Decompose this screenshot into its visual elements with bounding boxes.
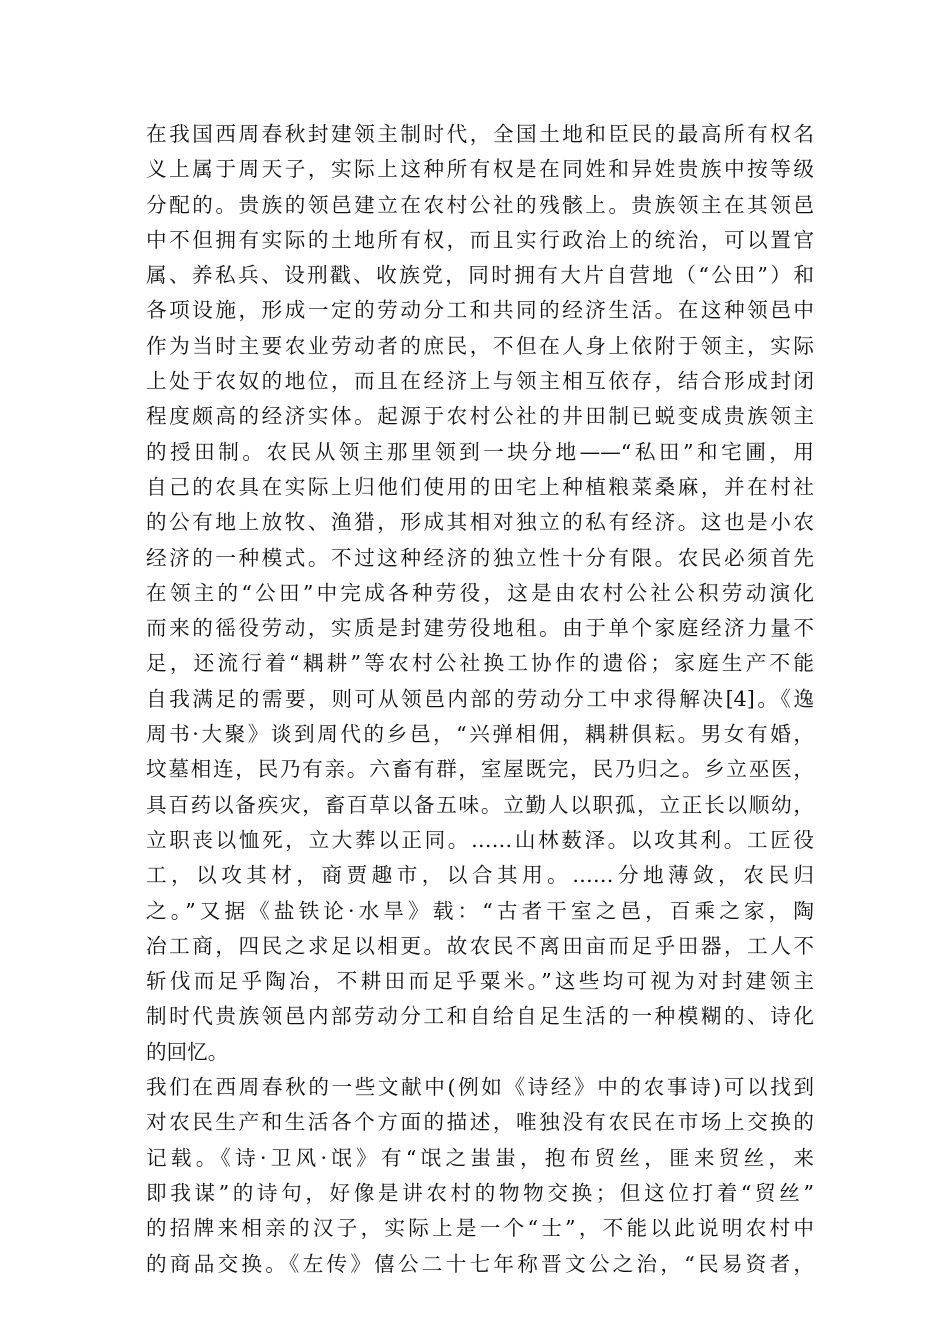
- text-line: 具百药以备疾灾，畜百草以备五味。立勤人以职孤，立正长以顺幼，: [146, 792, 814, 817]
- text-line: 立职丧以恤死，立大葬以正同。……山林薮泽。以攻其利。工匠役: [146, 827, 814, 852]
- paragraph-1: [146, 117, 814, 1070]
- text-line: 作为当时主要农业劳动者的庶民，不但在人身上依附于领主，实际: [146, 333, 814, 358]
- text-line: 经济的一种模式。不过这种经济的独立性十分有限。农民必须首先: [146, 545, 814, 570]
- text-line: 记载。《诗·卫风·氓》有“氓之蚩蚩，抱布贸丝，匪来贸丝，来: [146, 1145, 814, 1170]
- text-line: 的商品交换。《左传》僖公二十七年称晋文公之治，“民易资者，: [146, 1251, 814, 1276]
- paragraph-2: [146, 1070, 814, 1282]
- text-line: 足，还流行着“耦耕”等农村公社换工协作的遗俗；家庭生产不能: [146, 651, 814, 676]
- text-line: 上处于农奴的地位，而且在经济上与领主相互依存，结合形成封闭: [146, 369, 814, 394]
- text-line: 的授田制。农民从领主那里领到一块分地——“私田”和宅圃，用: [146, 439, 814, 464]
- text-line: 斩伐而足乎陶冶，不耕田而足乎粟米。”这些均可视为对封建领主: [146, 969, 814, 994]
- text-line: 在领主的“公田”中完成各种劳役，这是由农村公社公积劳动演化: [146, 580, 814, 605]
- text-line: 自我满足的需要，则可从领邑内部的劳动分工中求得解决[4]。《逸: [146, 686, 814, 711]
- text-line: 在我国西周春秋封建领主制时代，全国土地和臣民的最高所有权名: [146, 122, 814, 146]
- text-line: 之。”又据《盐铁论·水旱》载：“古者干室之邑，百乘之家，陶: [146, 898, 814, 923]
- text-line: 各项设施，形成一定的劳动分工和共同的经济生活。在这种领邑中: [146, 298, 814, 323]
- text-line: 对农民生产和生活各个方面的描述，唯独没有农民在市场上交换的: [146, 1110, 814, 1135]
- text-line: 中不但拥有实际的土地所有权，而且实行政治上的统治，可以置官: [146, 227, 814, 252]
- text-line: 周书·大聚》谈到周代的乡邑，“兴弹相佣，耦耕俱耘。男女有婚，: [146, 722, 814, 747]
- text-line: 工，以攻其材，商贾趣市，以合其用。……分地薄敛，农民归: [146, 863, 814, 888]
- text-line: 属、养私兵、设刑戳、收族党，同时拥有大片自营地（“公田”）和: [146, 263, 814, 288]
- text-line: 坟墓相连，民乃有亲。六畜有群，室屋既完，民乃归之。乡立巫医，: [146, 757, 814, 782]
- text-line: 义上属于周天子，实际上这种所有权是在同姓和异姓贵族中按等级: [146, 157, 814, 182]
- text-line: 制时代贵族领邑内部劳动分工和自给自足生活的一种模糊的、诗化: [146, 1004, 814, 1029]
- text-line: 我们在西周春秋的一些文献中(例如《诗经》中的农事诗)可以找到: [146, 1075, 814, 1100]
- text-line: 的招牌来相亲的汉子，实际上是一个“士”，不能以此说明农村中: [146, 1216, 814, 1241]
- text-line: 而来的徭役劳动，实质是封建劳役地租。由于单个家庭经济力量不: [146, 616, 814, 641]
- text-line: 的公有地上放牧、渔猎，形成其相对独立的私有经济。这也是小农: [146, 510, 814, 535]
- document-page: [146, 117, 814, 1282]
- text-line: 程度颇高的经济实体。起源于农村公社的井田制已蜕变成贵族领主: [146, 404, 814, 429]
- text-line: 分配的。贵族的领邑建立在农村公社的残骸上。贵族领主在其领邑: [146, 192, 814, 217]
- text-line: 自己的农具在实际上归他们使用的田宅上种植粮菜桑麻，并在村社: [146, 474, 814, 499]
- text-line: 冶工商，四民之求足以相更。故农民不离田亩而足乎田器，工人不: [146, 933, 814, 958]
- text-line: 的回忆。: [146, 1039, 229, 1064]
- text-line: 即我谋”的诗句，好像是讲农村的物物交换；但这位打着“贸丝”: [146, 1180, 814, 1205]
